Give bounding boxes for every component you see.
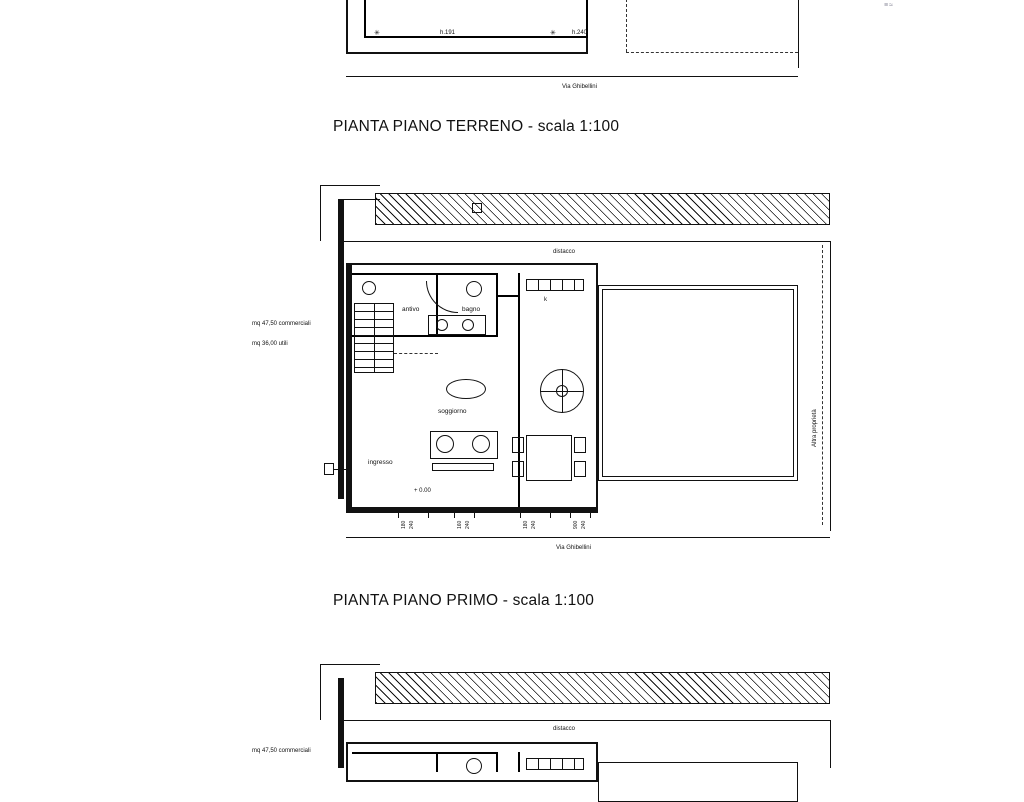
first-partition-top [352,273,498,275]
round-table-spoke-2 [562,369,563,413]
kitchen-counter-div-4 [574,279,575,291]
caption-ground-floor: PIANTA PIANO TERRENO - scala 1:100 [333,118,620,135]
entrance-door-symbol [324,463,334,475]
dim-tick [570,513,571,518]
coffee-table [446,379,486,399]
level-marker: + 0.00 [414,488,431,494]
dining-table [526,435,572,481]
stair-direction-line [374,303,375,373]
first-band-top-edge [320,185,380,186]
soggiorno-label: soggiorno [438,408,467,415]
second-floor-plan [250,660,850,770]
dim-tick [520,513,521,518]
boundary-right [798,0,799,68]
first-kitchen-wall-top [496,295,520,297]
first-right-dashed [822,245,823,525]
ground-height-1: h.191 [440,30,456,36]
sofa-base [432,463,494,471]
kitchen-counter-div-2 [550,279,551,291]
dining-chair [512,437,524,453]
dining-chair [512,461,524,477]
dim-tick [474,513,475,518]
ground-height-2: h.240 [572,30,588,36]
first-floor-plan [250,185,850,565]
kitchen-counter-div-1 [538,279,539,291]
first-hatched-band [375,193,830,225]
opening-width-2: 160 [457,520,463,529]
second-fixture-circle [466,758,482,774]
bagno-sink-icon [466,281,482,297]
sofa-cushion-right [472,435,490,453]
antivo-label: antivo [402,306,420,313]
second-counter-div-4 [574,758,575,770]
first-other-property-label: Altra proprietà [812,409,818,447]
second-band-top-edge [320,664,380,665]
ground-partition-1 [364,0,366,38]
first-band-baseline [340,241,830,242]
antivo-fixture-circle [362,281,376,295]
kitchen-counter [526,279,584,291]
ground-building-outline [346,0,588,54]
second-counter-div-2 [550,758,551,770]
first-band-left-edge [320,185,321,241]
second-partition-top [352,752,498,754]
ground-street-line [346,76,798,77]
kitchen-label: k [544,297,547,303]
second-area-commercial: mq 47,50 commerciali [252,748,311,754]
dim-tick [590,513,591,518]
ingresso-label: ingresso [368,459,393,466]
kitchen-counter-div-3 [562,279,563,291]
second-counter-div-1 [538,758,539,770]
bathroom-fixture-a [436,319,448,331]
second-distacco-label: distacco [553,726,576,732]
dining-chair [574,461,586,477]
dining-chair [574,437,586,453]
ground-courtyard-dash-left [626,0,627,52]
opening-width-3: 180 [523,520,529,529]
first-neighbour-block-inner [602,289,794,477]
first-area-usable: mq 36,00 utili [252,341,288,347]
opening-width-4: 900 [573,520,579,529]
scan-artifact: ≡≈ [884,2,894,9]
star-marker-left: ✳ [374,30,380,37]
second-partition-a [436,752,438,772]
second-right-boundary [830,720,831,768]
ground-courtyard-dash-bottom [626,52,798,53]
star-marker-right: ✳ [550,30,556,37]
ground-floor-plan [330,0,810,100]
bagno-wc-icon [472,203,482,213]
dim-tick [550,513,551,518]
second-counter [526,758,584,770]
bathroom-fixture-b [462,319,474,331]
first-bottom-wall [346,507,598,513]
first-distacco-label: distacco [553,249,576,255]
second-neighbour-block [598,762,798,802]
second-counter-div-3 [562,758,563,770]
opening-width-1: 180 [401,520,407,529]
opening-height-4: 240 [581,520,587,529]
first-left-wall-cap [338,199,380,200]
dim-tick [428,513,429,518]
first-left-wall-outer [338,199,344,499]
dim-tick [454,513,455,518]
caption-first-floor: PIANTA PIANO PRIMO - scala 1:100 [333,592,595,609]
second-band-left-edge [320,664,321,720]
stair-landing-dash [394,353,438,354]
first-area-commercial: mq 47,50 commerciali [252,321,311,327]
second-hatched-band [375,672,830,704]
entrance-threshold [334,469,350,470]
first-street-label: Via Ghibellini [556,545,591,551]
first-left-wall [346,263,352,513]
dim-tick [398,513,399,518]
opening-height-2: 240 [465,520,471,529]
first-street-line [346,537,830,538]
bagno-label: bagno [462,306,481,313]
opening-height-3: 240 [531,520,537,529]
first-partition-vertical-b [496,273,498,337]
sofa-cushion-left [436,435,454,453]
ground-street-label: Via Ghibellini [562,84,597,90]
second-left-wall [338,678,344,768]
first-right-boundary [830,241,831,531]
second-band-baseline [340,720,830,721]
opening-height-1: 240 [409,520,415,529]
second-partition-c [518,752,520,772]
second-partition-b [496,752,498,772]
